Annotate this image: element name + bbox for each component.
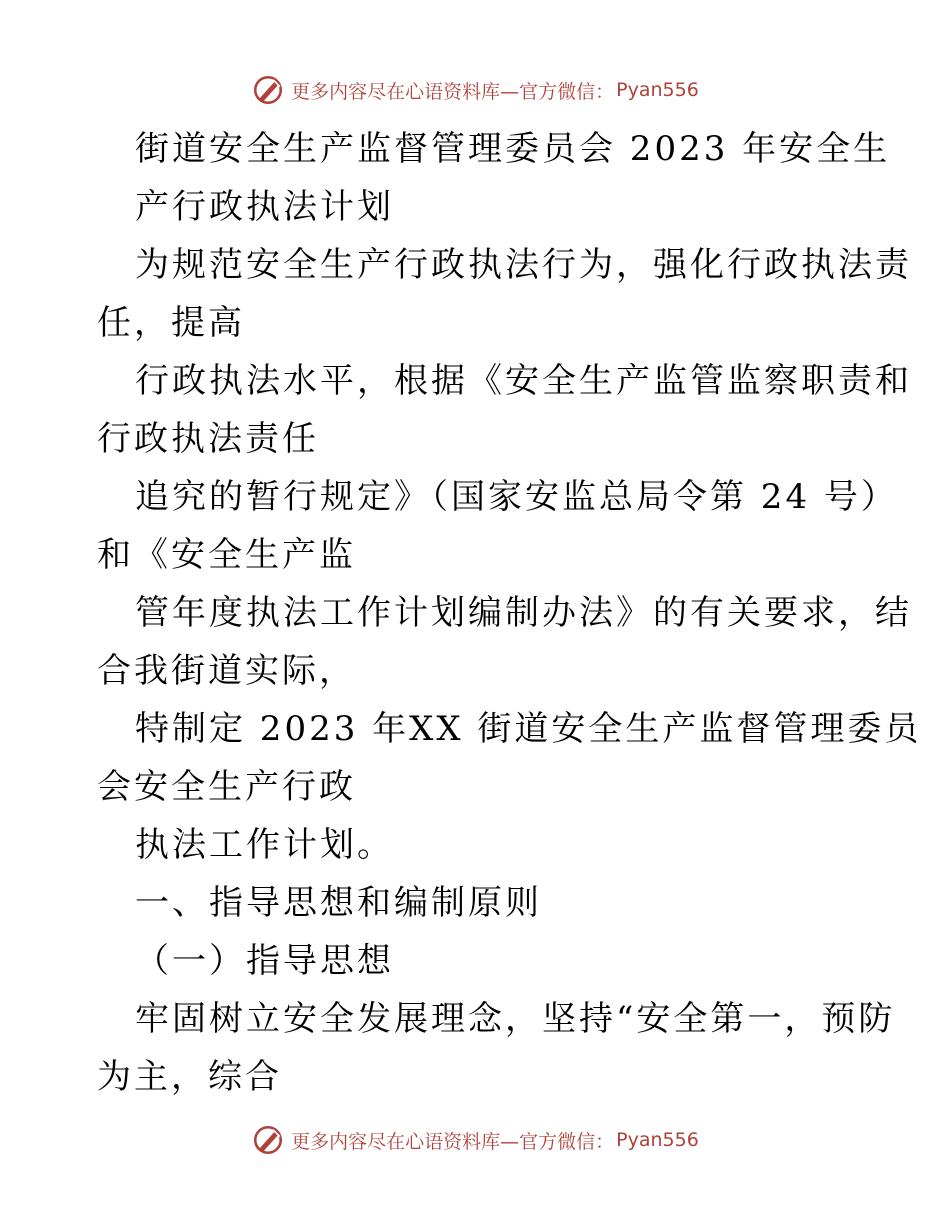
text-line: 行政执法责任 [97,419,319,459]
banner-text: 更多内容尽在心语资料库—官方微信： [291,80,615,103]
text-line: 为规范安全生产行政执法行为，强化行政执法责 [135,245,912,285]
text-line: 会安全生产行政 [97,767,356,807]
footer-watermark-banner [0,1120,950,1160]
subsection-heading: （一）指导思想 [135,941,394,981]
text-line: 牢固树立安全发展理念，坚持“安全第一，预防 [135,999,896,1039]
text-line: 特制定 2023 年XX 街道安全生产监督管理委员 [135,709,922,749]
text-line: 产行政执法计划 [135,187,394,227]
pen-logo-icon [251,1123,285,1157]
text-line: 管年度执法工作计划编制办法》的有关要求，结 [135,593,912,633]
pen-logo-icon [251,73,285,107]
header-watermark-banner [0,70,950,110]
document-body [97,120,922,1106]
banner-wechat-id: Pyan556 [616,79,699,101]
text-line: 行政执法水平，根据《安全生产监管监察职责和 [135,361,912,401]
text-line: 任，提高 [97,303,245,343]
text-line: 执法工作计划。 [135,825,394,865]
text-line: 合我街道实际， [97,651,356,691]
banner-text: 更多内容尽在心语资料库—官方微信： [291,1130,615,1153]
text-line: 街道安全生产监督管理委员会 2023 年安全生 [135,129,891,169]
text-line: 追究的暂行规定》（国家安监总局令第 24 号） [135,477,898,517]
banner-wechat-id: Pyan556 [616,1129,699,1151]
text-line: 和《安全生产监 [97,535,356,575]
text-line: 为主，综合 [97,1057,282,1097]
section-heading: 一、指导思想和编制原则 [135,883,542,923]
